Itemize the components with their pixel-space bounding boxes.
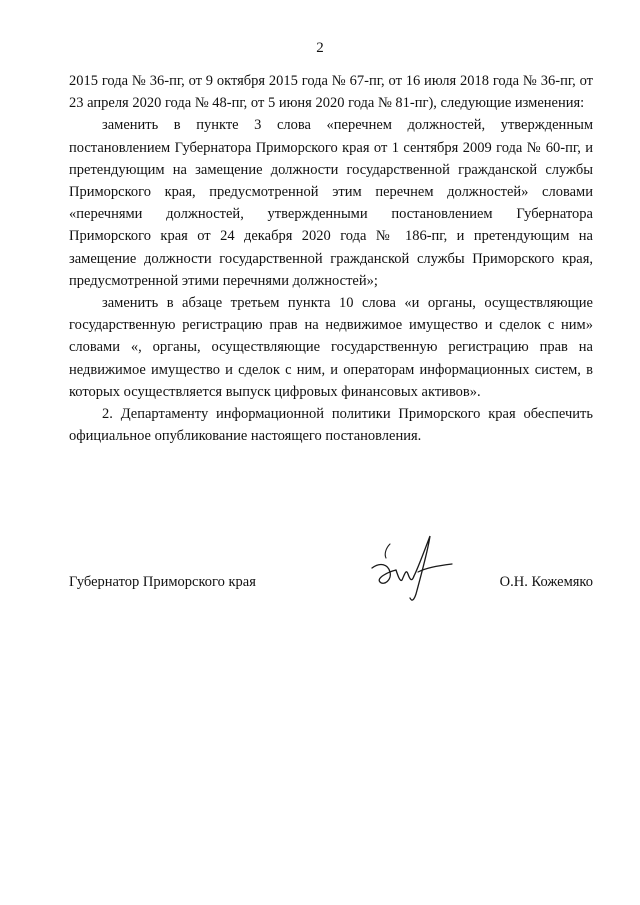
page-number: 2	[316, 40, 324, 56]
paragraph-amendment-point-10: заменить в абзаце третьем пункта 10 слова «и органы, осуществляющие государственную регистрацию прав на недвижимое имущество и сделок с ним» словами «, органы, осуществляющие государственную регистрацию прав на недвижимое имущество и сделок с ним, и операторам информационных систем, в которых осуществляется выпуск цифровых финансовых активов».	[69, 295, 593, 400]
paragraph-continuation: 2015 года № 36-пг, от 9 октября 2015 года № 67-пг, от 16 июля 2018 года № 36-пг, от 23 апреля 2020 года № 48-пг, от 5 июня 2020 года № 81-пг), следующие изменения:	[69, 73, 593, 112]
signer-name: О.Н. Кожемяко	[499, 574, 593, 590]
paragraph-amendment-point-3: заменить в пункте 3 слова «перечнем должностей, утвержденным постановлением Губернатора Приморского края от 1 сентября 2009 года № 60-пг, и претендующим на замещение должности государственной гражданской службы Приморского края, предусмотренной этим перечнем должностей» словами «перечнями должностей, утвержденными постановлением Губернатора Приморского края от 24 декабря 2020 года № 186-пг, и претендующим на замещение должности государственной гражданской службы Приморского края, предусмотренной этими перечнями должностей»;	[69, 117, 593, 289]
signer-title: Губернатор Приморского края	[69, 574, 256, 590]
document-body	[69, 70, 593, 447]
handwritten-signature	[366, 528, 456, 606]
paragraph-publication-order: 2. Департаменту информационной политики Приморского края обеспечить официальное опубликование настоящего постановления.	[69, 406, 593, 445]
